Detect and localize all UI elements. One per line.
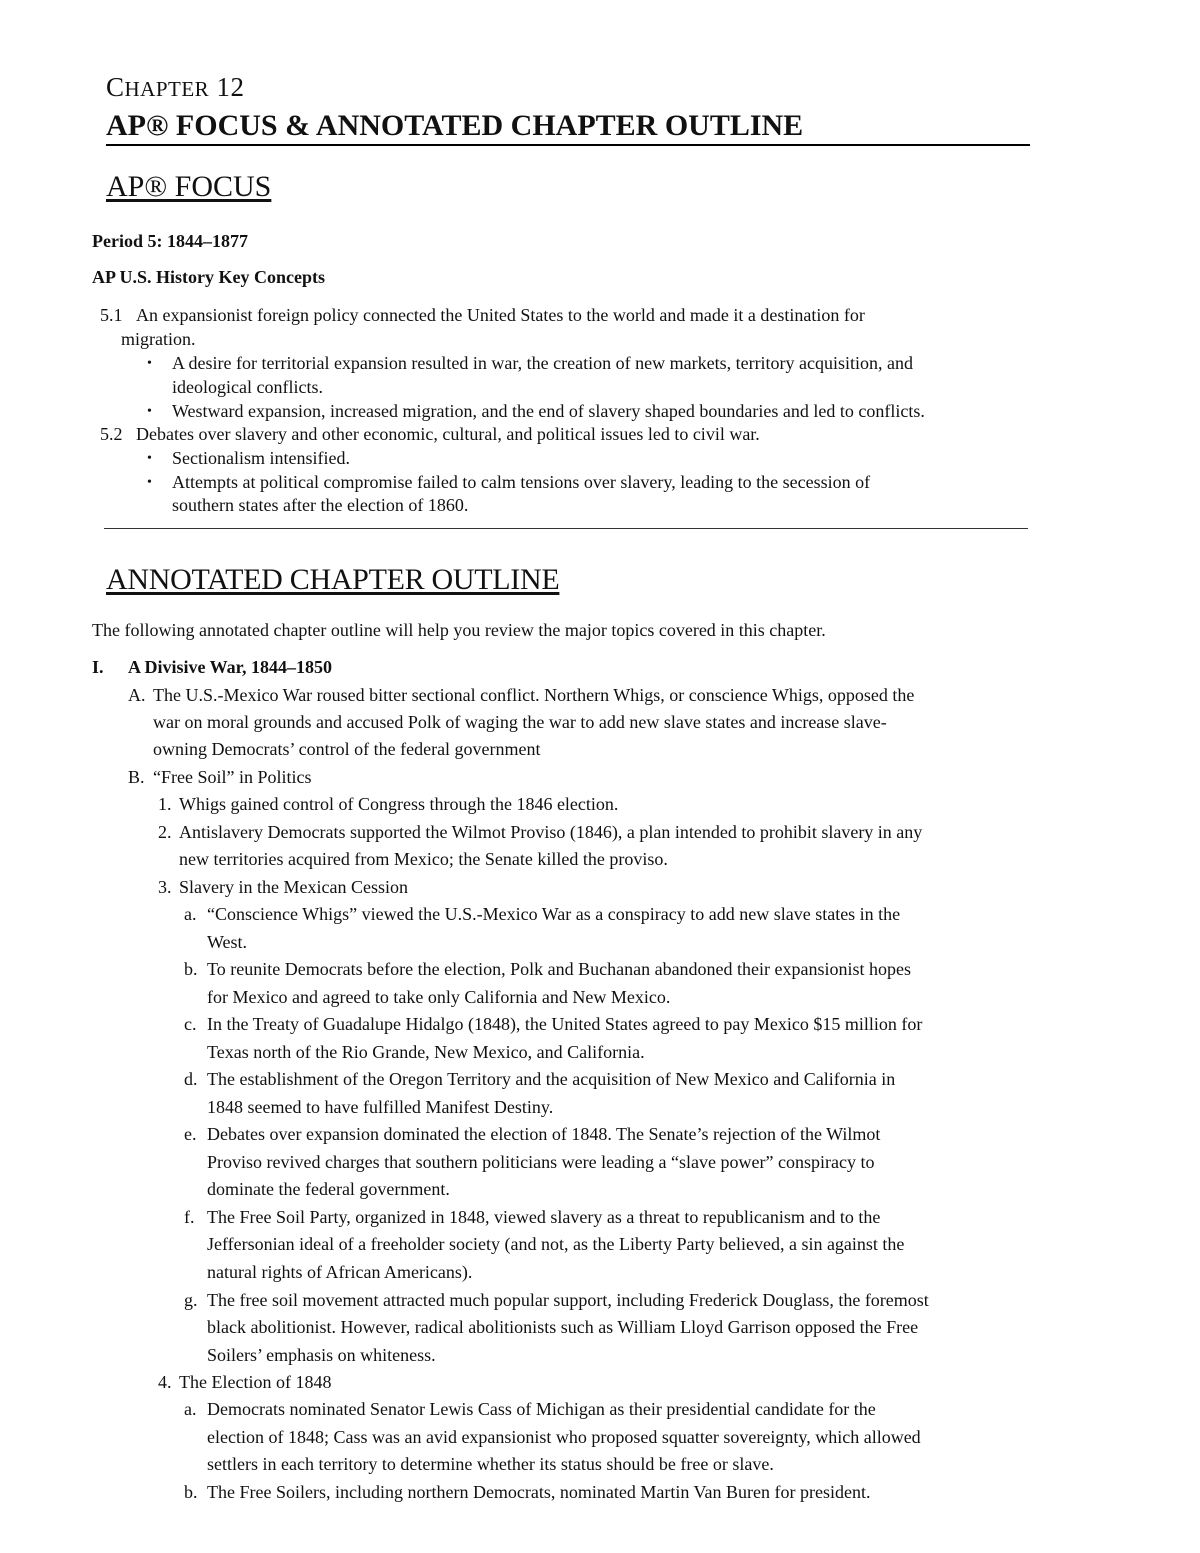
chapter-title: AP® FOCUS & ANNOTATED CHAPTER OUTLINE	[106, 110, 1030, 146]
outline-letter-label: f.	[184, 1207, 195, 1227]
outline-letter-text: Proviso revived charges that southern politicians were leading a “slave power” conspiracy to	[207, 1152, 875, 1172]
concept-text: Debates over slavery and other economic, cultural, and political issues led to civil war.	[136, 424, 760, 444]
outline-letter-text: black abolitionist. However, radical abolitionists such as William Lloyd Garrison opposed the Free	[207, 1317, 919, 1337]
outline-intro: The following annotated chapter outline will help you review the major topics covered in this chapter.	[92, 620, 826, 640]
outline-letter-text: dominate the federal government.	[207, 1179, 450, 1199]
key-concepts-heading: AP U.S. History Key Concepts	[92, 267, 325, 287]
outline-subitem-label: 4.	[158, 1372, 172, 1392]
outline-letter-text: natural rights of African Americans).	[207, 1262, 473, 1282]
chapter-label	[106, 72, 244, 103]
outline-letter-text: Texas north of the Rio Grande, New Mexico, and California.	[207, 1042, 645, 1062]
outline-item-text: war on moral grounds and accused Polk of waging the war to add new slave states and increase slave-	[153, 712, 887, 732]
outline-letter-label: d.	[184, 1069, 198, 1089]
bullet-icon: •	[147, 475, 152, 490]
outline-subitem-label: 1.	[158, 794, 172, 814]
concept-bullet-text: Attempts at political compromise failed to calm tensions over slavery, leading to the secession of	[172, 472, 871, 492]
outline-subitem-title: The Election of 1848	[179, 1372, 332, 1392]
concept-bullet-text: Westward expansion, increased migration, and the end of slavery shaped boundaries and led to conflicts.	[172, 401, 925, 421]
outline-letter-text: West.	[207, 932, 248, 952]
outline-item-text: owning Democrats’ control of the federal government	[153, 739, 541, 759]
outline-letter-text: settlers in each territory to determine whether its status should be free or slave.	[207, 1454, 774, 1474]
bullet-icon: •	[147, 356, 152, 371]
outline-letter-text: The Free Soil Party, organized in 1848, viewed slavery as a threat to republicanism and to the	[207, 1207, 881, 1227]
outline-subitem-label: 2.	[158, 822, 172, 842]
bullet-icon: •	[147, 451, 152, 466]
chapter-label-rest: HAPTER	[124, 77, 210, 101]
concept-text: An expansionist foreign policy connected the United States to the world and made it a destination for	[136, 305, 865, 325]
bullet-icon: •	[147, 404, 152, 419]
ap-focus-heading: AP® FOCUS	[106, 170, 272, 203]
concept-number: 5.1	[100, 305, 123, 325]
outline-letter-text: for Mexico and agreed to take only California and New Mexico.	[207, 987, 671, 1007]
outline-letter-label: b.	[184, 1482, 198, 1502]
chapter-number: 12	[216, 72, 245, 102]
outline-subitem-text: Antislavery Democrats supported the Wilmot Proviso (1846), a plan intended to prohibit slavery in any	[179, 822, 923, 842]
outline-letter-text: 1848 seemed to have fulfilled Manifest Destiny.	[207, 1097, 554, 1117]
concept-text: migration.	[121, 329, 196, 349]
outline-letter-text: Debates over expansion dominated the election of 1848. The Senate’s rejection of the Wilmot	[207, 1124, 881, 1144]
outline-item-label: A.	[128, 685, 146, 705]
outline-item-title: “Free Soil” in Politics	[153, 767, 312, 787]
outline-letter-text: To reunite Democrats before the election, Polk and Buchanan abandoned their expansionist hopes	[207, 959, 912, 979]
outline-letter-label: a.	[184, 904, 197, 924]
outline-subitem-title: Slavery in the Mexican Cession	[179, 877, 408, 897]
outline-letter-text: The establishment of the Oregon Territory and the acquisition of New Mexico and California in	[207, 1069, 896, 1089]
chapter-label-initial: C	[106, 72, 125, 102]
outline-letter-label: b.	[184, 959, 198, 979]
outline-item-text: The U.S.-Mexico War roused bitter sectional conflict. Northern Whigs, or conscience Whigs, opposed the	[153, 685, 915, 705]
outline-letter-text: Soilers’ emphasis on whiteness.	[207, 1345, 436, 1365]
outline-item-label: B.	[128, 767, 145, 787]
section-divider	[104, 528, 1028, 529]
outline-section-label: I.	[92, 657, 104, 677]
outline-letter-text: Jeffersonian ideal of a freeholder society (and not, as the Liberty Party believed, a sin against the	[207, 1234, 905, 1254]
outline-letter-label: a.	[184, 1399, 197, 1419]
concept-bullet-text: Sectionalism intensified.	[172, 448, 350, 468]
concept-bullet-text: ideological conflicts.	[172, 377, 323, 397]
outline-letter-label: c.	[184, 1014, 197, 1034]
outline-subitem-text: new territories acquired from Mexico; the Senate killed the proviso.	[179, 849, 668, 869]
outline-letter-text: election of 1848; Cass was an avid expansionist who proposed squatter sovereignty, which allowed	[207, 1427, 921, 1447]
outline-letter-label: e.	[184, 1124, 197, 1144]
outline-subitem-label: 3.	[158, 877, 172, 897]
outline-letter-text: Democrats nominated Senator Lewis Cass of Michigan as their presidential candidate for the	[207, 1399, 876, 1419]
concept-bullet-text: southern states after the election of 1860.	[172, 495, 469, 515]
outline-heading: ANNOTATED CHAPTER OUTLINE	[106, 563, 560, 596]
outline-subitem-text: Whigs gained control of Congress through the 1846 election.	[179, 794, 619, 814]
period-label: Period 5: 1844–1877	[92, 231, 248, 251]
outline-section-title: A Divisive War, 1844–1850	[128, 657, 333, 677]
outline-letter-text: “Conscience Whigs” viewed the U.S.-Mexico War as a conspiracy to add new slave states in the	[207, 904, 901, 924]
outline-letter-text: The Free Soilers, including northern Democrats, nominated Martin Van Buren for president.	[207, 1482, 871, 1502]
outline-letter-label: g.	[184, 1290, 198, 1310]
outline-letter-text: In the Treaty of Guadalupe Hidalgo (1848), the United States agreed to pay Mexico $15 million for	[207, 1014, 923, 1034]
outline-letter-text: The free soil movement attracted much popular support, including Frederick Douglass, the foremost	[207, 1290, 929, 1310]
concept-bullet-text: A desire for territorial expansion resulted in war, the creation of new markets, territory acquisition, and	[172, 353, 914, 373]
concept-number: 5.2	[100, 424, 123, 444]
